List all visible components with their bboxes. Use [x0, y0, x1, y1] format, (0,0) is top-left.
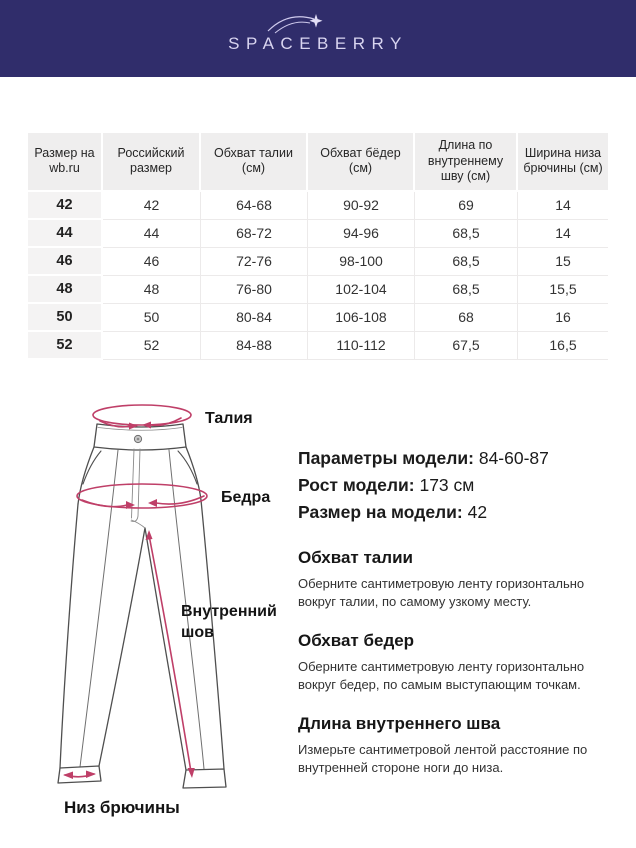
- cell-hips: 110-112: [308, 332, 415, 360]
- cell-hem-width: 15: [518, 248, 608, 276]
- model-info: [298, 446, 622, 524]
- table-row: [28, 276, 608, 304]
- table-row: [28, 220, 608, 248]
- cell-inseam: 68,5: [415, 276, 518, 304]
- table-row: [28, 192, 608, 220]
- cell-hips: 94-96: [308, 220, 415, 248]
- cell-waist: 64-68: [201, 192, 308, 220]
- table-row: [28, 304, 608, 332]
- cell-ru-size: 42: [103, 192, 201, 220]
- cell-wb-size: 46: [28, 248, 103, 276]
- cell-waist: 84-88: [201, 332, 308, 360]
- cell-ru-size: 52: [103, 332, 201, 360]
- size-table: [28, 133, 608, 360]
- model-size-label: Размер на модели:: [298, 502, 463, 522]
- waist-label: Талия: [205, 410, 253, 427]
- col-header-ru-size: Российский размер: [103, 133, 201, 192]
- cell-inseam: 68,5: [415, 248, 518, 276]
- cell-ru-size: 44: [103, 220, 201, 248]
- cell-ru-size: 46: [103, 248, 201, 276]
- cell-hips: 98-100: [308, 248, 415, 276]
- cell-hem-width: 16: [518, 304, 608, 332]
- cell-inseam: 68,5: [415, 220, 518, 248]
- cell-hem-width: 14: [518, 192, 608, 220]
- hips-label: Бедра: [221, 489, 271, 506]
- guide-section-inseam: [298, 714, 622, 777]
- model-height-value: 173 см: [419, 475, 475, 495]
- inseam-label: Внутренний шов: [181, 603, 277, 641]
- cell-wb-size: 52: [28, 332, 103, 360]
- cell-wb-size: 50: [28, 304, 103, 332]
- cell-hem-width: 16,5: [518, 332, 608, 360]
- measurement-info-column: [298, 446, 622, 777]
- cell-inseam: 68: [415, 304, 518, 332]
- guide-text-hips: Оберните сантиметровую ленту горизонтально вокруг бедер, по самым выступающим точкам.: [298, 659, 585, 692]
- cell-hips: 102-104: [308, 276, 415, 304]
- cell-hem-width: 15,5: [518, 276, 608, 304]
- guide-title-waist: Обхват талии: [298, 548, 413, 567]
- brand-logo: [0, 0, 636, 77]
- size-table-header-row: [28, 133, 608, 192]
- cell-hem-width: 14: [518, 220, 608, 248]
- cell-inseam: 67,5: [415, 332, 518, 360]
- model-size-value: 42: [467, 502, 488, 522]
- cell-waist: 76-80: [201, 276, 308, 304]
- cell-wb-size: 44: [28, 220, 103, 248]
- guide-title-inseam: Длина внутреннего шва: [298, 714, 501, 733]
- cell-hips: 106-108: [308, 304, 415, 332]
- cell-waist: 80-84: [201, 304, 308, 332]
- cell-wb-size: 48: [28, 276, 103, 304]
- guide-title-hips: Обхват бедер: [298, 631, 415, 650]
- cell-hips: 90-92: [308, 192, 415, 220]
- model-size-line: [298, 500, 622, 524]
- col-header-wb-size: Размер на wb.ru: [28, 133, 103, 192]
- model-height-label: Рост модели:: [298, 475, 415, 495]
- col-header-hem-width: Ширина низа брючины (см): [518, 133, 608, 192]
- cell-wb-size: 42: [28, 192, 103, 220]
- guide-text-waist: Оберните сантиметровую ленту горизонтально вокруг талии, по самому узкому месту.: [298, 576, 585, 609]
- col-header-hips: Обхват бёдер (см): [308, 133, 415, 192]
- col-header-waist: Обхват талии (см): [201, 133, 308, 192]
- brand-logo-text: SPACEBERRY: [228, 34, 408, 53]
- table-row: [28, 248, 608, 276]
- shooting-star-icon: [266, 8, 326, 36]
- brand-header-band: [0, 0, 636, 77]
- model-height-line: [298, 473, 622, 497]
- model-parameters-value: 84-60-87: [478, 448, 549, 468]
- guide-section-waist: [298, 548, 622, 611]
- guide-text-inseam: Измерьте сантиметровой лентой расстояние по внутренней стороне ноги до низа.: [298, 742, 588, 775]
- col-header-inseam: Длина по внутреннему шву (см): [415, 133, 518, 192]
- model-parameters-line: [298, 446, 622, 470]
- cell-inseam: 69: [415, 192, 518, 220]
- cell-ru-size: 50: [103, 304, 201, 332]
- cell-ru-size: 48: [103, 276, 201, 304]
- guide-section-hips: [298, 631, 622, 694]
- cell-waist: 72-76: [201, 248, 308, 276]
- cell-waist: 68-72: [201, 220, 308, 248]
- table-row: [28, 332, 608, 360]
- model-parameters-label: Параметры модели:: [298, 448, 474, 468]
- hem-label: Низ брючины: [64, 798, 180, 817]
